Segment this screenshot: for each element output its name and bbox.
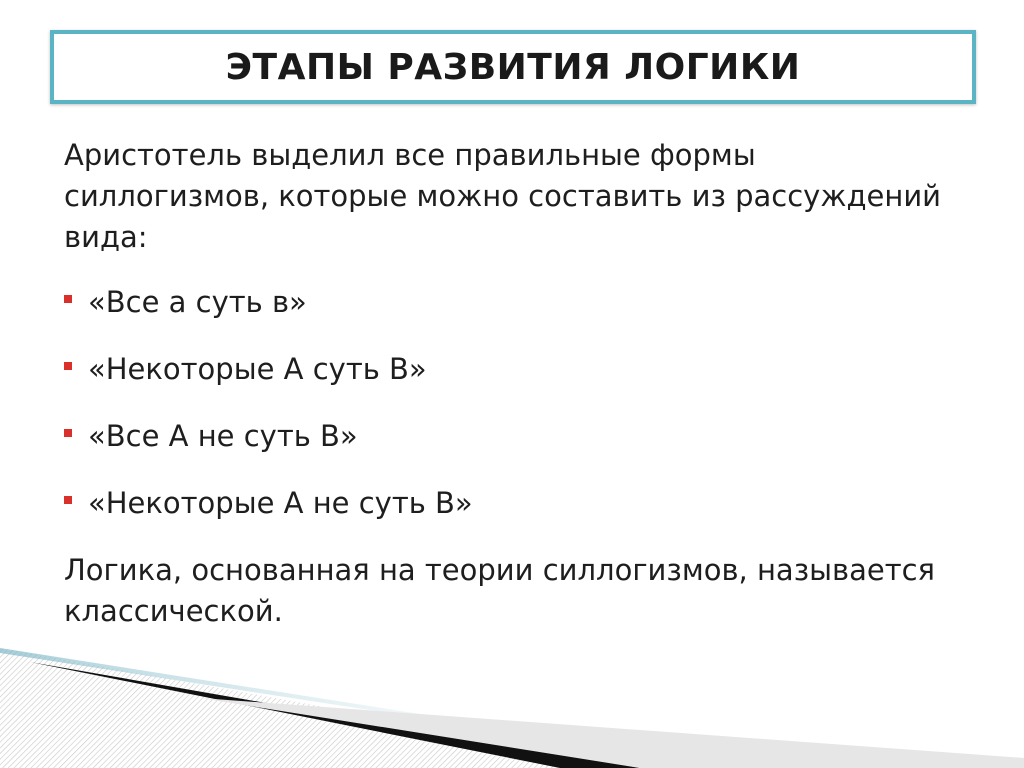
title-box <box>50 30 976 104</box>
square-bullet-icon <box>64 496 72 504</box>
square-bullet-icon <box>64 362 72 370</box>
list-item <box>64 479 944 546</box>
list-item <box>64 345 944 412</box>
list-item <box>64 412 944 479</box>
list-item-text: «Некоторые А суть В» <box>88 352 427 386</box>
square-bullet-icon <box>64 295 72 303</box>
list-item-text: «Все А не суть В» <box>88 419 358 453</box>
intro-paragraph: Аристотель выделил все правильные формы силлогизмов, которые можно составить из рассуждений вида: <box>64 138 942 254</box>
list-item <box>64 278 944 345</box>
bullet-list <box>64 278 944 546</box>
decorative-band <box>0 640 1024 768</box>
list-item-text: «Все а суть в» <box>88 285 307 319</box>
list-item-text: «Некоторые А не суть В» <box>88 486 473 520</box>
conclusion-paragraph: Логика, основанная на теории силлогизмов, называется классической. <box>64 553 936 628</box>
slide-title: ЭТАПЫ РАЗВИТИЯ ЛОГИКИ <box>225 46 801 88</box>
square-bullet-icon <box>64 429 72 437</box>
